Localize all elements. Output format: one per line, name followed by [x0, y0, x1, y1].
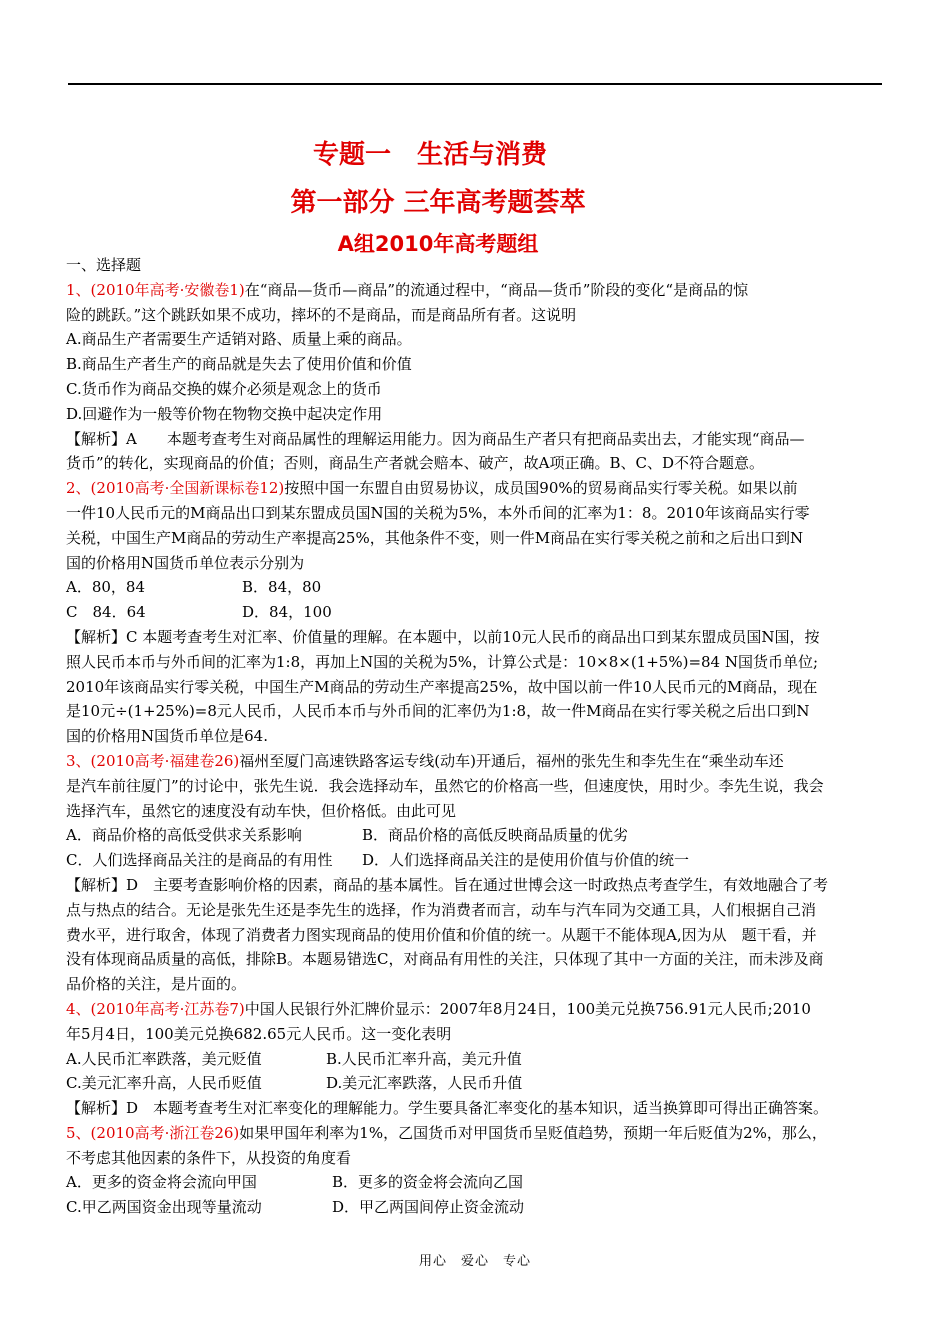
explanation-line: 【解析】C 本题考查考生对汇率、价值量的理解。在本题中，以前10元人民币的商品出口到某东盟成员国N国，按 [66, 627, 820, 646]
explanation-line: 费水平，进行取舍，体现了消费者力图实现商品的使用价值和价值的统一。从题干不能体现A,因为从 题干看，并 [66, 925, 817, 944]
option-b: B.人民币汇率升高，美元升值 [326, 1049, 522, 1068]
options-row [66, 823, 886, 848]
options-row [66, 575, 886, 600]
option-d: D．甲乙两国间停止资金流动 [332, 1198, 525, 1217]
question-1: 1、(2010年高考·安徽卷1)在“商品—货币—商品”的流通过程中，“商品—货币”阶段的变化“是商品的惊 [66, 280, 749, 299]
explanation-line: 是10元÷(1+25%)=8元人民币，人民币本币与外币间的汇率仍为1:8，故一件M商品在实行零关税之后出口到N [66, 702, 810, 721]
options-row [66, 1071, 886, 1096]
header-rule [68, 83, 882, 85]
options-row [66, 848, 886, 873]
question-source: 5、(2010高考·浙江卷26) [66, 1123, 240, 1142]
question-line: 不考虑其他因素的条件下，从投资的角度看 [66, 1148, 352, 1167]
question-line: 年5月4日，100美元兑换682.65元人民币。这一变化表明 [66, 1024, 452, 1043]
explanation-line: 【解析】A 本题考查考生对商品属性的理解运用能力。因为商品生产者只有把商品卖出去，才能实现“商品— [66, 429, 805, 448]
explanation-line: 没有体现商品质量的高低，排除B。本题易错选C，对商品有用性的关注，只体现了其中一方面的关注，而未涉及商 [66, 950, 824, 969]
question-line: 国的价格用N国货币单位表示分别为 [66, 553, 305, 572]
option-a: A．商品价格的高低受供求关系影响 [66, 826, 302, 845]
explanation-line: 【解析】D 主要考查影响价格的因素，商品的基本属性。旨在通过世博会这一时政热点考查学生，有效地融合了考 [66, 875, 829, 894]
option-a: A.商品生产者需要生产适销对路、质量上乘的商品。 [66, 330, 412, 349]
options-row [66, 1047, 886, 1072]
explanation-line: 【解析】D 本题考查考生对汇率变化的理解能力。学生要具备汇率变化的基本知识，适当换算即可得出正确答案。 [66, 1099, 829, 1118]
question-line: 险的跳跃。”这个跳跃如果不成功，摔坏的不是商品，而是商品所有者。这说明 [66, 305, 577, 324]
option-a: A．更多的资金将会流向甲国 [66, 1173, 257, 1192]
explanation-line: 国的价格用N国货币单位是64. [66, 727, 268, 746]
question-source: 2、(2010高考·全国新课标卷12) [66, 479, 285, 498]
question-line: 关税，中国生产M商品的劳动生产率提高25%，其他条件不变，则一件M商品在实行零关税之前和之后出口到N [66, 528, 804, 547]
question-2: 2、(2010高考·全国新课标卷12)按照中国一东盟自由贸易协议，成员国90%的贸易商品实行零关税。如果以前 [66, 479, 798, 498]
question-5: 5、(2010高考·浙江卷26)如果甲国年利率为1%，乙国货币对甲国货币呈贬值趋势，预期一年后贬值为2%，那么， [66, 1123, 827, 1142]
question-3: 3、(2010高考·福建卷26)福州至厦门高速铁路客运专线(动车)开通后，福州的张先生和李先生在“乘坐动车还 [66, 751, 784, 770]
question-line: 一件10人民币元的M商品出口到某东盟成员国N国的关税为5%，本外币间的汇率为1：8。2010年该商品实行零 [66, 503, 810, 522]
section-heading: 一、选择题 [66, 256, 142, 274]
option-d: D．84，100 [242, 603, 332, 622]
explanation-line: 2010年该商品实行零关税，中国生产M商品的劳动生产率提高25%，故中国以前一件10人民币元的M商品，现在 [66, 677, 818, 696]
option-b: B．84，80 [242, 578, 322, 597]
explanation-line: 品价格的关注，是片面的。 [66, 975, 247, 994]
option-c: C.美元汇率升高，人民币贬值 [66, 1074, 262, 1093]
option-d: D.美元汇率跌落，人民币升值 [326, 1074, 523, 1093]
option-c: C．人们选择商品关注的是商品的有用性 [66, 851, 333, 870]
page-footer: 用心 爱心 专心 [418, 1254, 531, 1269]
question-4: 4、(2010年高考·江苏卷7)中国人民银行外汇牌价显示：2007年8月24日，100美元兑换756.91元人民币;2010 [66, 999, 811, 1018]
option-b: B．商品价格的高低反映商品质量的优劣 [362, 826, 629, 845]
question-line: 是汽车前往厦门”的讨论中，张先生说．我会选择动车，虽然它的价格高一些，但速度快，用时少。李先生说，我会 [66, 776, 824, 795]
explanation-line: 点与热点的结合。无论是张先生还是李先生的选择，作为消费者而言，动车与汽车同为交通工具，人们根据自己消 [66, 900, 817, 919]
options-row [66, 1170, 886, 1195]
options-row [66, 1195, 886, 1220]
option-a: A.人民币汇率跌落，美元贬值 [66, 1049, 262, 1068]
option-c: C 84．64 [66, 603, 146, 622]
group-title: A组2010年高考题组 [337, 232, 539, 256]
explanation-line: 货币”的转化，实现商品的价值；否则，商品生产者就会赔本、破产，故A项正确。B、C、D不符合题意。 [66, 454, 765, 473]
option-c: C.货币作为商品交换的媒介必须是观念上的货币 [66, 379, 382, 398]
option-c: C.甲乙两国资金出现等量流动 [66, 1198, 262, 1217]
topic-title: 专题一 生活与消费 [312, 140, 547, 170]
option-b: B.商品生产者生产的商品就是失去了使用价值和价值 [66, 355, 412, 374]
option-b: B．更多的资金将会流向乙国 [332, 1173, 524, 1192]
part-title: 第一部分 三年高考题荟萃 [290, 188, 586, 218]
question-line: 选择汽车，虽然它的速度没有动车快，但价格低。由此可见 [66, 801, 457, 820]
explanation-line: 照人民币本币与外币间的汇率为1:8，再加上N国的关税为5%，计算公式是：10×8×(1+5%)=84 N国货币单位; [66, 652, 819, 671]
question-source: 3、(2010高考·福建卷26) [66, 751, 240, 770]
option-a: A．80，84 [66, 578, 146, 597]
question-source: 4、(2010年高考·江苏卷7) [66, 999, 245, 1018]
option-d: D．人们选择商品关注的是使用价值与价值的统一 [362, 851, 690, 870]
options-row [66, 600, 886, 625]
document-body [66, 253, 886, 1220]
option-d: D.回避作为一般等价物在物物交换中起决定作用 [66, 404, 383, 423]
question-source: 1、(2010年高考·安徽卷1) [66, 280, 245, 299]
